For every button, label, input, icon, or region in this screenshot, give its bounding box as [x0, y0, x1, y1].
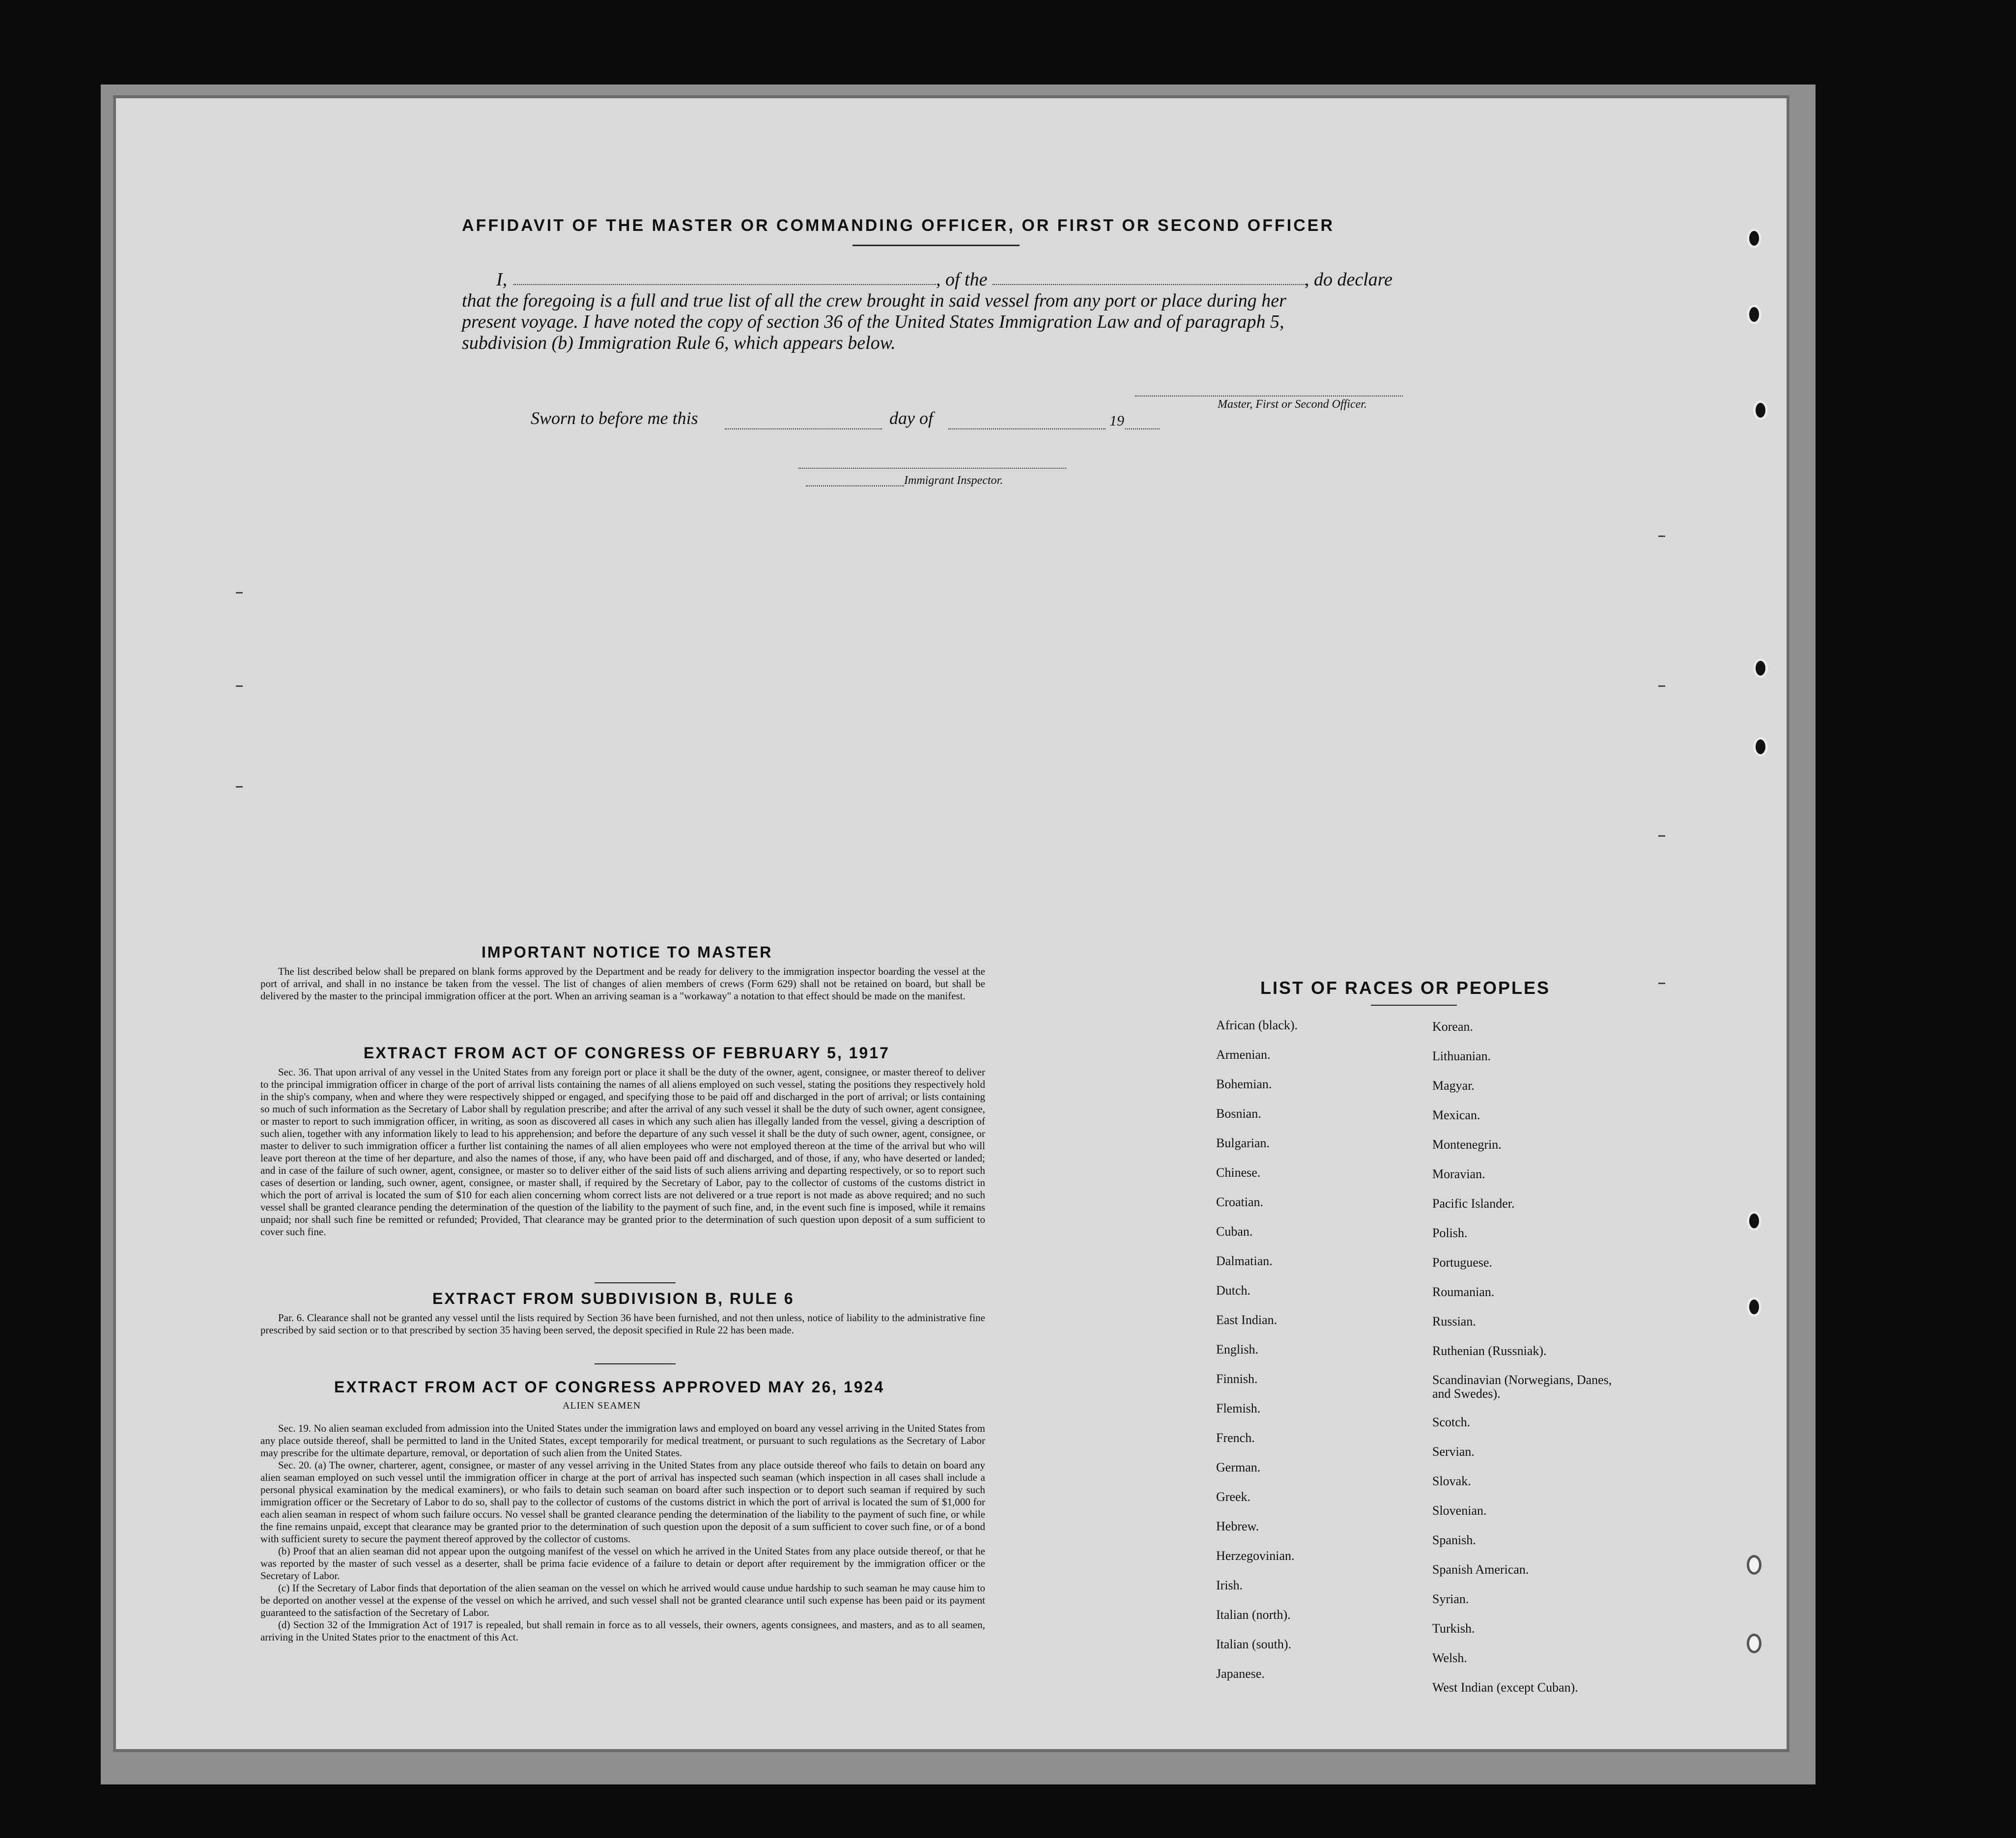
race-item: Irish.	[1216, 1578, 1243, 1592]
notice-heading: IMPORTANT NOTICE TO MASTER	[482, 943, 773, 961]
sec-20a-text: Sec. 20. (a) The owner, charterer, agent, consignee, or master of any vessel arriving in the United States from any place outside thereof who fails to detain on board any alien seaman employed on such vessel until the immigration officer in charge at the port of arrival has inspected such seaman (which inspection in all cases shall include a personal physical examination by the medical examiners), or who fails to detain such seaman on board after such inspection or to deport such seaman if required by such immigration officer or the Secretary of Labor to do so, shall pay to the collector of customs of the customs district in which the port of arrival is located the sum of $1,000 for each alien seaman in respect of whom such failure occurs. No vessel shall be granted clearance pending the determination of the liability to the payment of such fine, or while the fine remains unpaid, except that clearance may be granted prior to the determination of such question upon the deposit of a sum sufficient to cover such fine, or of a bond with sufficient surety to secure the payment thereof approved by the collector of customs.	[260, 1459, 985, 1545]
race-item: Greek.	[1216, 1490, 1251, 1504]
race-item: Pacific Islander.	[1432, 1196, 1515, 1211]
affidavit-line3: present voyage. I have noted the copy of section 36 of the United States Immigration Law and of paragraph 5,	[462, 311, 1284, 332]
race-item: Magyar.	[1432, 1078, 1475, 1093]
notice-text-block	[260, 965, 985, 1002]
race-item: Russian.	[1432, 1314, 1476, 1329]
binder-hole	[1747, 1297, 1761, 1317]
race-item: Chinese.	[1216, 1165, 1261, 1180]
sec-19-text: Sec. 19. No alien seaman excluded from admission into the United States under the immigration laws and employed on board any vessel arriving in the United States from any place outside thereof, shall be permitted to land in the United States, except temporarily for medical treatment, or pursuant to such regulations as the Secretary of Labor may prescribe for the ultimate departure, removal, or deportation of such alien from the United States.	[260, 1422, 985, 1459]
race-item: Welsh.	[1432, 1651, 1467, 1665]
extract-1917-block	[260, 1066, 985, 1238]
year-prefix: 19	[1109, 413, 1124, 429]
divider	[595, 1363, 676, 1364]
sec-20d-text: (d) Section 32 of the Immigration Act of 1917 is repealed, but shall remain in force as to all vessels, their owners, agents consignees, and masters, and as to all seamen, arriving in the United States prior to the enactment of this Act.	[260, 1619, 985, 1643]
race-item: Slovak.	[1432, 1474, 1471, 1488]
divider	[852, 245, 1020, 246]
race-item: East Indian.	[1216, 1313, 1278, 1327]
rule-6-text: Par. 6. Clearance shall not be granted any vessel until the lists required by Section 36 have been furnished, and not then unless, notice of liability to the administrative fine prescribed by said section or to that prescribed by section 35 having been served, the deposit specified in Rule 22 has been made.	[260, 1312, 985, 1336]
sworn-day-field[interactable]	[725, 428, 882, 429]
margin-tick	[236, 592, 243, 594]
sworn-text: Sworn to before me this	[531, 408, 698, 428]
race-item: Ruthenian (Russniak).	[1432, 1344, 1547, 1358]
race-item: German.	[1216, 1460, 1261, 1474]
race-item: Italian (south).	[1216, 1637, 1292, 1651]
alien-seamen-subheading: ALIEN SEAMEN	[563, 1400, 641, 1411]
race-item: Herzegovinian.	[1216, 1549, 1295, 1563]
race-item: Bulgarian.	[1216, 1136, 1270, 1150]
race-item: Moravian.	[1432, 1167, 1485, 1181]
margin-tick	[236, 786, 243, 788]
binder-hole	[1747, 1555, 1761, 1575]
race-item: Portuguese.	[1432, 1255, 1493, 1270]
margin-tick	[1658, 536, 1665, 537]
affidavit-heading: AFFIDAVIT OF THE MASTER OR COMMANDING OFFICER, OR FIRST OR SECOND OFFICER	[462, 216, 1335, 235]
race-item: Scandinavian (Norwegians, Danes, and Swedes).	[1432, 1373, 1612, 1401]
day-of-text: day of	[889, 408, 933, 428]
races-heading: LIST OF RACES OR PEOPLES	[1260, 978, 1551, 998]
race-item: Italian (north).	[1216, 1608, 1291, 1622]
inspector-leader	[806, 485, 904, 486]
notice-text: The list described below shall be prepared on blank forms approved by the Department and be ready for delivery to the immigration inspector boarding the vessel at the port of arrival, and shall in no instance be taken from the vessel. The list of changes of alien members of crews (Form 629) shall not be retained on board, but shall be delivered by the master to the principal immigration officer at the port. When an arriving seaman is a "workaway" a notation to that effect should be made on the manifest.	[260, 965, 985, 1002]
sworn-year-field[interactable]	[1125, 428, 1160, 429]
race-item: Armenian.	[1216, 1047, 1271, 1062]
race-item: Dalmatian.	[1216, 1254, 1273, 1268]
extract-1917-heading: EXTRACT FROM ACT OF CONGRESS OF FEBRUARY 5, 1917	[364, 1044, 890, 1062]
race-item: Spanish.	[1432, 1533, 1476, 1547]
race-item: African (black).	[1216, 1018, 1298, 1032]
race-item: French.	[1216, 1431, 1255, 1445]
sec-20b-text: (b) Proof that an alien seaman did not appear upon the outgoing manifest of the vessel on which he arrived in the United States from any place outside thereof, or that he was reported by the master of such vessel as a deserter, shall be prima facie evidence of a failure to detain or deport after requirement by the immigration officer or the Secretary of Labor.	[260, 1545, 985, 1582]
race-item: Croatian.	[1216, 1195, 1264, 1209]
margin-tick	[236, 685, 243, 687]
margin-tick	[1658, 835, 1665, 837]
binder-hole	[1747, 1634, 1761, 1653]
affidavit-i: I,	[496, 269, 508, 290]
master-signature-label: Master, First or Second Officer.	[1218, 398, 1367, 411]
race-item: Polish.	[1432, 1226, 1468, 1240]
race-item: Roumanian.	[1432, 1285, 1495, 1299]
race-item: Japanese.	[1216, 1667, 1265, 1681]
affidavit-line2: that the foregoing is a full and true list of all the crew brought in said vessel from any port or place during her	[462, 290, 1286, 311]
race-item: Finnish.	[1216, 1372, 1258, 1386]
margin-tick	[1658, 685, 1665, 687]
race-item: Korean.	[1432, 1019, 1474, 1034]
extract-1917-text: Sec. 36. That upon arrival of any vessel in the United States from any foreign port or place it shall be the duty of the owner, agent, consignee, or master thereof to deliver to the principal immigration officer in charge of the port of arrival lists containing the names of all aliens employed on such vessel, stating the positions they respectively hold in the ship's company, when and where they were respectively shipped or engaged, and specifying those to be paid off and discharged in the port of arrival; or lists containing so much of such information as the Secretary of Labor shall by regulation prescribe; and after the arrival of any such vessel it shall be the duty of such owner, agent consignee, or master to report to such immigration officer, in writing, as soon as discovered all cases in which any such alien has illegally landed from the vessel, giving a description of such alien, together with any information likely to lead to his apprehension; and before the departure of any such vessel it shall be the duty of such owner, agent, consignee, or master to deliver to such immigration officer a further list containing the names of all alien employees who were not employed thereon at the time of the arrival but who will leave port thereon at the time of her departure, and also the names of those, if any, who have been paid off and discharged, and of those, if any, who have deserted or landed; and in case of the failure of such owner, agent, consignee, or master so to deliver either of the said lists of such aliens arriving and departing respectively, or so to report such cases of desertion or landing, such owner, agent, consignee, or master shall, if required by the Secretary of Labor, pay to the collector of customs of the customs district in which the port of arrival is located the sum of $10 for each alien concerning whom correct lists are not delivered or a true report is not made as above required; and no such vessel shall be granted clearance pending the determination of the question of the liability to the payment of such fine, and, in the event such fine is imposed, while it remains unpaid; nor shall such fine be remitted or refunded; Provided, That clearance may be granted prior to the determination of such question upon deposit of a sum sufficient to cover such fine.	[260, 1066, 985, 1238]
binder-hole	[1753, 737, 1768, 757]
race-item: Syrian.	[1432, 1592, 1469, 1606]
binder-hole	[1747, 1211, 1761, 1231]
inspector-label: Immigrant Inspector.	[904, 474, 1003, 487]
sworn-month-field[interactable]	[948, 428, 1106, 429]
affidavit-line4: subdivision (b) Immigration Rule 6, which appears below.	[462, 333, 896, 353]
race-item: Hebrew.	[1216, 1519, 1259, 1533]
race-item: Bosnian.	[1216, 1106, 1261, 1121]
race-item: Spanish American.	[1432, 1562, 1529, 1577]
binder-hole	[1747, 305, 1761, 324]
rule-6-block	[260, 1312, 985, 1336]
binder-hole	[1753, 400, 1768, 420]
race-item: Mexican.	[1432, 1108, 1480, 1122]
race-item: West Indian (except Cuban).	[1432, 1680, 1578, 1695]
margin-tick	[1658, 983, 1665, 984]
extract-1924-block	[260, 1422, 985, 1643]
divider	[1371, 1005, 1457, 1006]
binder-hole	[1747, 228, 1761, 248]
affidavit-declare: , do declare	[1305, 269, 1393, 290]
sec-20c-text: (c) If the Secretary of Labor finds that deportation of the alien seaman on the vessel on which he arrived would cause undue hardship to such seaman he may cause him to be deported on another vessel at the expense of the vessel on which he arrived, and such vessel shall not be granted clearance until such expense has been paid or its payment guaranteed to the satisfaction of the Secretary of Labor.	[260, 1582, 985, 1618]
race-item: Dutch.	[1216, 1283, 1251, 1298]
vessel-field[interactable]	[993, 284, 1307, 285]
name-field[interactable]	[513, 284, 936, 285]
race-item: English.	[1216, 1342, 1258, 1357]
race-item: Flemish.	[1216, 1401, 1261, 1415]
rule-6-heading: EXTRACT FROM SUBDIVISION B, RULE 6	[432, 1290, 795, 1307]
race-item: Cuban.	[1216, 1224, 1253, 1239]
extract-1924-heading: EXTRACT FROM ACT OF CONGRESS APPROVED MAY 26, 1924	[334, 1378, 885, 1396]
affidavit-of-the: , of the	[936, 269, 988, 290]
race-item: Lithuanian.	[1432, 1049, 1491, 1063]
divider	[595, 1282, 676, 1283]
race-item: Bohemian.	[1216, 1077, 1272, 1091]
race-item: Scotch.	[1432, 1415, 1471, 1429]
race-item: Servian.	[1432, 1444, 1475, 1459]
inspector-signature-field[interactable]	[798, 468, 1066, 469]
race-item: Turkish.	[1432, 1621, 1475, 1636]
race-item: Montenegrin.	[1432, 1137, 1502, 1152]
binder-hole	[1753, 658, 1768, 678]
race-item: Slovenian.	[1432, 1503, 1487, 1518]
